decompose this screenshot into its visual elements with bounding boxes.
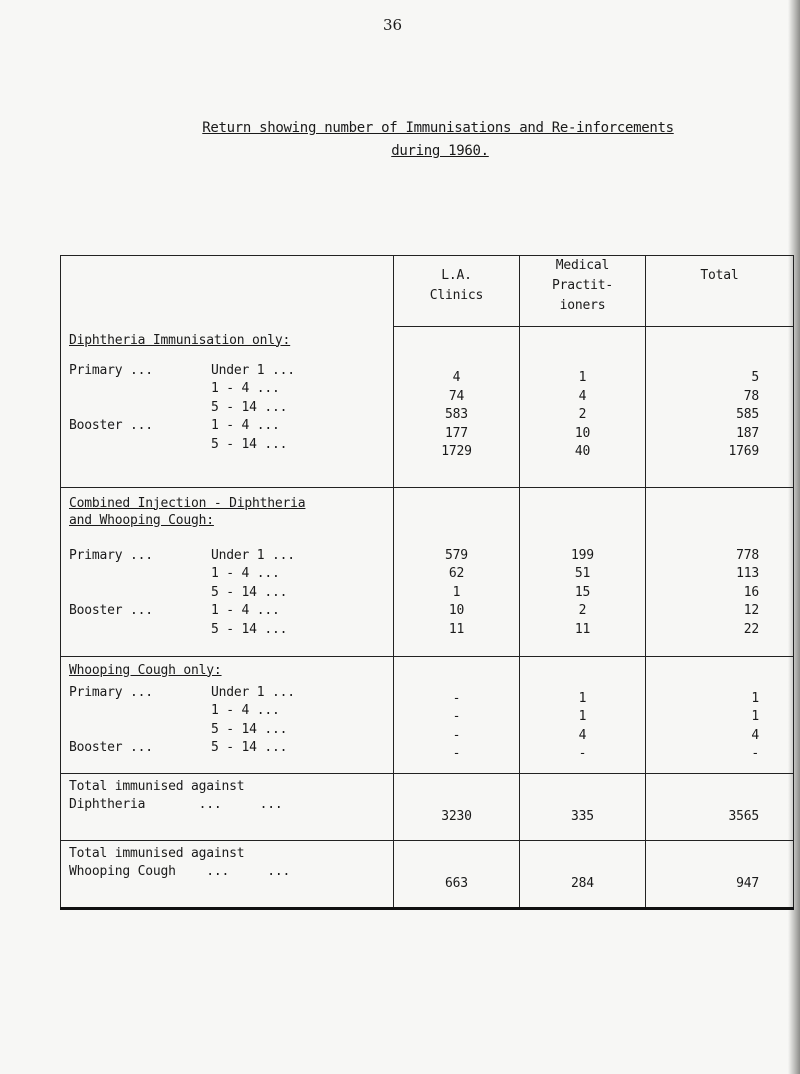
cell-la: 177 <box>445 425 468 441</box>
cell-total: 1769 <box>728 444 759 459</box>
row-age: 1 - 4 ... <box>211 418 280 433</box>
section-diphtheria <box>61 327 794 488</box>
cell-total: 585 <box>736 407 759 422</box>
total-la-cell <box>394 773 520 840</box>
cell-la: 583 <box>445 407 468 422</box>
cell-mp: 51 <box>574 566 591 581</box>
section-title: Diphtheria Immunisation only: <box>69 332 291 348</box>
header-row <box>61 256 794 327</box>
cell-total: 12 <box>743 603 759 618</box>
cell-la: 3230 <box>441 808 472 824</box>
header-total <box>646 256 794 327</box>
row-age: Under 1 ... <box>211 362 295 378</box>
cell-mp: 1 <box>578 370 587 385</box>
cell-mp: 199 <box>571 547 594 563</box>
header-mp-line3: ioners <box>559 298 606 313</box>
section-mp-cell <box>520 487 646 656</box>
cell-la: 4 <box>452 370 461 385</box>
cell-total: 22 <box>743 621 759 637</box>
row-age: 5 - 14 ... <box>211 399 288 415</box>
total-label-cell <box>61 840 394 908</box>
section-mp-cell <box>520 656 646 773</box>
row-age: 1 - 4 ... <box>211 566 280 581</box>
table-row <box>61 362 393 381</box>
table-row <box>61 621 393 640</box>
cell-la: 1 <box>452 584 461 600</box>
cell-la: - <box>452 690 461 706</box>
total-label-line1: Total immunised against <box>69 778 245 794</box>
table-row <box>61 547 393 566</box>
table-row <box>61 602 393 621</box>
total-mp-cell <box>520 773 646 840</box>
header-mp-line1: Medical <box>555 258 610 273</box>
cell-total: 3565 <box>728 808 759 824</box>
total-total-cell <box>646 773 794 840</box>
cell-mp: 11 <box>574 621 591 637</box>
row-age: 5 - 14 ... <box>211 740 288 755</box>
cell-total: - <box>751 746 759 761</box>
cell-mp: 335 <box>571 808 594 824</box>
total-mp-cell <box>520 840 646 908</box>
cell-mp: 15 <box>574 584 591 600</box>
cell-la: 1729 <box>441 444 472 459</box>
cell-la: 74 <box>448 388 465 404</box>
cell-la: 663 <box>445 875 468 891</box>
section-label-cell <box>61 327 394 488</box>
row-group: Booster ... <box>69 740 153 755</box>
cell-mp: 2 <box>578 603 587 618</box>
header-blank <box>61 256 394 327</box>
cell-total: 778 <box>736 547 759 563</box>
row-age: 5 - 14 ... <box>211 721 288 737</box>
row-group: Booster ... <box>69 603 153 618</box>
page-number: 36 <box>383 16 403 34</box>
cell-mp: 10 <box>574 425 591 441</box>
section-title-line2: and Whooping Cough: <box>69 512 214 528</box>
header-total-label: Total <box>700 268 739 283</box>
row-age: 5 - 14 ... <box>211 621 288 637</box>
cell-mp: 2 <box>578 407 587 422</box>
row-age: 1 - 4 ... <box>211 603 280 618</box>
row-age: Under 1 ... <box>211 684 295 700</box>
header-la-line1: L.A. <box>441 268 472 283</box>
cell-mp: - <box>578 746 587 761</box>
section-total-cell <box>646 327 794 488</box>
section-la-cell <box>394 656 520 773</box>
total-whooping-cough-row <box>61 840 794 908</box>
cell-mp: 284 <box>571 875 594 891</box>
section-total-cell <box>646 487 794 656</box>
section-whooping-cough <box>61 656 794 773</box>
total-label-line2: Diphtheria ... ... <box>69 796 283 812</box>
total-label-cell <box>61 773 394 840</box>
table-row <box>61 584 393 603</box>
row-group: Booster ... <box>69 418 153 433</box>
table-row <box>61 565 393 584</box>
cell-mp: 4 <box>578 727 587 743</box>
section-la-cell <box>394 327 520 488</box>
total-diphtheria-row <box>61 773 794 840</box>
cell-la: - <box>452 709 461 724</box>
cell-mp: 1 <box>578 690 587 706</box>
section-label-cell <box>61 656 394 773</box>
cell-total: 1 <box>751 690 759 706</box>
cell-total: 16 <box>743 584 759 600</box>
section-la-cell <box>394 487 520 656</box>
cell-total: 1 <box>751 709 759 724</box>
section-title: Combined Injection - Diphtheria <box>69 495 306 511</box>
row-age: Under 1 ... <box>211 547 295 563</box>
section-title: Whooping Cough only: <box>69 662 222 678</box>
header-la-line2: Clinics <box>429 288 484 303</box>
table-row <box>61 380 393 399</box>
cell-total: 113 <box>736 566 759 581</box>
cell-mp: 1 <box>578 709 587 724</box>
header-mp-line2: Practit- <box>551 278 613 293</box>
section-total-cell <box>646 656 794 773</box>
cell-mp: 4 <box>578 388 587 404</box>
table-row <box>61 399 393 418</box>
cell-total: 78 <box>743 388 759 404</box>
table-row <box>61 684 393 703</box>
row-age: 5 - 14 ... <box>211 436 288 452</box>
table-row <box>61 721 393 740</box>
row-age: 5 - 14 ... <box>211 584 288 600</box>
cell-total: 947 <box>736 875 759 891</box>
total-la-cell <box>394 840 520 908</box>
section-combined <box>61 487 794 656</box>
row-group: Primary ... <box>69 362 153 378</box>
total-total-cell <box>646 840 794 908</box>
total-label-line1: Total immunised against <box>69 845 245 861</box>
header-medical-practitioners <box>520 256 646 327</box>
section-label-cell <box>61 487 394 656</box>
table-row <box>61 702 393 721</box>
cell-total: 5 <box>751 370 759 385</box>
total-label-line2: Whooping Cough ... ... <box>69 863 291 879</box>
cell-la: 62 <box>448 566 465 581</box>
document-title: Return showing number of Immunisations and Re-inforcements <box>202 120 674 136</box>
cell-la: 11 <box>448 621 465 637</box>
row-group: Primary ... <box>69 684 153 700</box>
cell-total: 187 <box>736 425 759 441</box>
immunisation-table <box>60 255 794 910</box>
cell-la: - <box>452 727 461 743</box>
table-row <box>61 739 393 758</box>
row-group: Primary ... <box>69 547 153 563</box>
document-title-date: during 1960. <box>391 143 489 159</box>
cell-mp: 40 <box>574 444 591 459</box>
row-age: 1 - 4 ... <box>211 381 280 396</box>
cell-la: - <box>452 746 461 761</box>
cell-total: 4 <box>751 727 759 743</box>
row-age: 1 - 4 ... <box>211 703 280 718</box>
cell-la: 579 <box>445 547 468 563</box>
table-row <box>61 436 393 455</box>
header-la-clinics <box>394 256 520 327</box>
table-row <box>61 417 393 436</box>
section-mp-cell <box>520 327 646 488</box>
cell-la: 10 <box>448 603 465 618</box>
